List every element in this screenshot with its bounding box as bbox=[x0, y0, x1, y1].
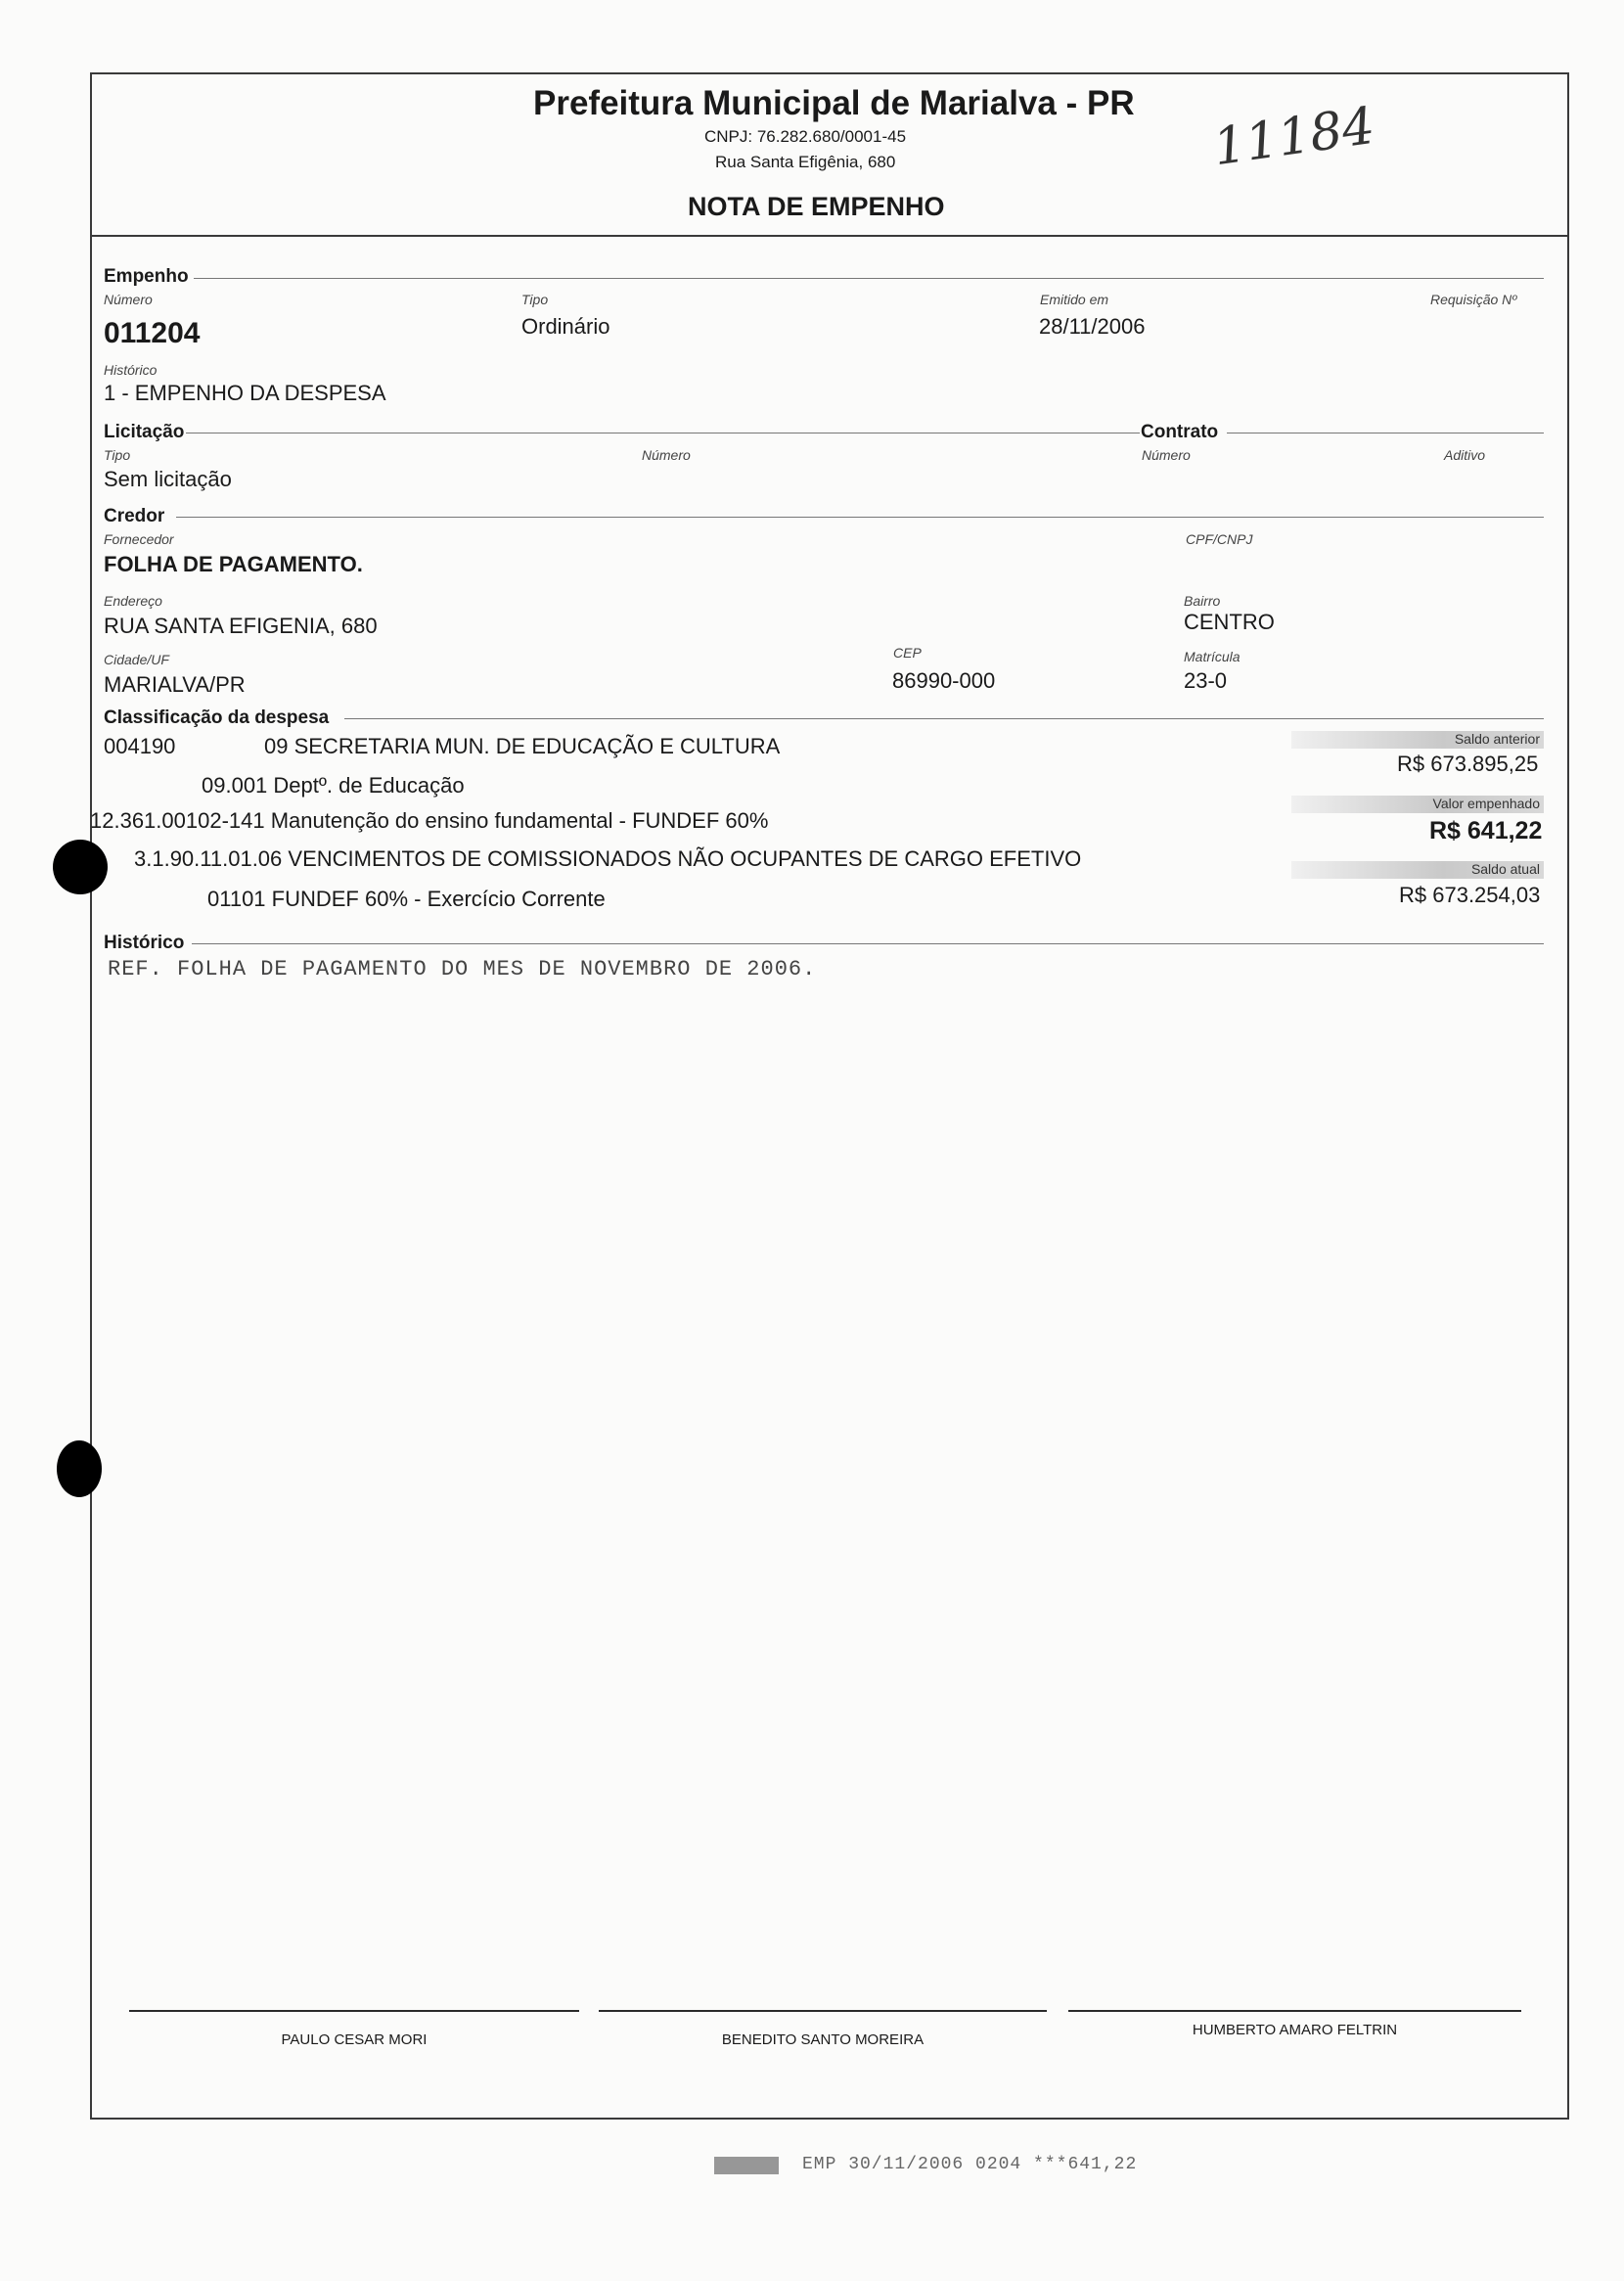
signature-line-1 bbox=[129, 2010, 579, 2012]
label-licitacao-numero: Número bbox=[642, 447, 691, 463]
classificacao-line4: 3.1.90.11.01.06 VENCIMENTOS DE COMISSIONADOS NÃO OCUPANTES DE CARGO EFETIVO bbox=[134, 846, 1082, 871]
page-title: Prefeitura Municipal de Marialva - PR bbox=[533, 84, 1135, 122]
licitacao-tipo: Sem licitação bbox=[104, 467, 232, 491]
cnpj-text: CNPJ: 76.282.680/0001-45 bbox=[704, 127, 907, 146]
label-requisicao: Requisição Nº bbox=[1430, 292, 1517, 307]
label-historico-empenho: Histórico bbox=[104, 362, 158, 378]
label-endereco: Endereço bbox=[104, 593, 162, 609]
credor-matricula: 23-0 bbox=[1184, 668, 1228, 693]
label-fornecedor: Fornecedor bbox=[104, 531, 174, 547]
classificacao-line5: 01101 FUNDEF 60% - Exercício Corrente bbox=[207, 887, 606, 911]
handwritten-number: 11184 bbox=[1209, 96, 1378, 178]
doc-title: NOTA DE EMPENHO bbox=[688, 192, 945, 221]
saldo-atual-label: Saldo atual bbox=[1291, 861, 1544, 879]
label-cep: CEP bbox=[893, 645, 922, 661]
historico-text: REF. FOLHA DE PAGAMENTO DO MES DE NOVEMBRO DE 2006. bbox=[108, 957, 817, 981]
address-text: Rua Santa Efigênia, 680 bbox=[715, 153, 896, 171]
signature-name-3: HUMBERTO AMARO FELTRIN bbox=[1192, 2022, 1398, 2038]
empenho-historico: 1 - EMPENHO DA DESPESA bbox=[104, 381, 386, 405]
saldo-anterior-value: R$ 673.895,25 bbox=[1397, 752, 1539, 776]
credor-fornecedor: FOLHA DE PAGAMENTO. bbox=[104, 552, 363, 576]
section-credor: Credor bbox=[104, 506, 165, 526]
signature-name-1: PAULO CESAR MORI bbox=[281, 2031, 428, 2048]
label-aditivo: Aditivo bbox=[1444, 447, 1486, 463]
header-divider bbox=[90, 235, 1569, 237]
label-emitido: Emitido em bbox=[1040, 292, 1109, 307]
section-classificacao: Classificação da despesa bbox=[104, 707, 330, 728]
credor-endereco: RUA SANTA EFIGENIA, 680 bbox=[104, 614, 378, 638]
section-historico: Histórico bbox=[104, 933, 185, 953]
credor-cep: 86990-000 bbox=[892, 668, 996, 693]
section-licitacao: Licitação bbox=[104, 422, 185, 442]
saldo-atual-value: R$ 673.254,03 bbox=[1399, 883, 1541, 907]
rule-classificacao bbox=[344, 718, 1544, 719]
signature-name-2: BENEDITO SANTO MOREIRA bbox=[721, 2031, 925, 2048]
stamp-mark bbox=[714, 2157, 779, 2174]
label-cpf-cnpj: CPF/CNPJ bbox=[1186, 531, 1253, 547]
label-numero: Número bbox=[104, 292, 153, 307]
stamp-text: EMP 30/11/2006 0204 ***641,22 bbox=[802, 2155, 1138, 2174]
classificacao-code: 004190 bbox=[104, 734, 176, 758]
signature-line-2 bbox=[599, 2010, 1047, 2012]
valor-empenhado-label: Valor empenhado bbox=[1291, 796, 1544, 813]
label-licitacao-tipo: Tipo bbox=[104, 447, 131, 463]
rule-credor bbox=[176, 517, 1544, 518]
punch-hole-bottom bbox=[57, 1440, 102, 1497]
rule-empenho bbox=[194, 278, 1544, 279]
empenho-numero: 011204 bbox=[104, 317, 201, 349]
punch-hole-top bbox=[53, 840, 108, 894]
credor-cidade: MARIALVA/PR bbox=[104, 672, 246, 697]
saldo-anterior-label: Saldo anterior bbox=[1291, 731, 1544, 749]
label-contrato-numero: Número bbox=[1142, 447, 1191, 463]
valor-empenhado-value: R$ 641,22 bbox=[1429, 817, 1543, 844]
label-matricula: Matrícula bbox=[1184, 649, 1241, 664]
classificacao-line1: 09 SECRETARIA MUN. DE EDUCAÇÃO E CULTURA bbox=[264, 734, 781, 758]
section-contrato: Contrato bbox=[1141, 422, 1219, 442]
document-frame bbox=[90, 72, 1569, 2120]
label-cidade: Cidade/UF bbox=[104, 652, 169, 667]
rule-historico bbox=[192, 943, 1544, 944]
section-empenho: Empenho bbox=[104, 266, 189, 287]
label-bairro: Bairro bbox=[1184, 593, 1221, 609]
empenho-emitido: 28/11/2006 bbox=[1039, 314, 1146, 339]
label-tipo: Tipo bbox=[521, 292, 549, 307]
classificacao-line3: 12.361.00102-141 Manutenção do ensino fundamental - FUNDEF 60% bbox=[90, 808, 769, 833]
empenho-tipo: Ordinário bbox=[521, 314, 610, 339]
signature-line-3 bbox=[1068, 2010, 1521, 2012]
classificacao-line2: 09.001 Deptº. de Educação bbox=[202, 773, 465, 798]
credor-bairro: CENTRO bbox=[1184, 610, 1275, 634]
